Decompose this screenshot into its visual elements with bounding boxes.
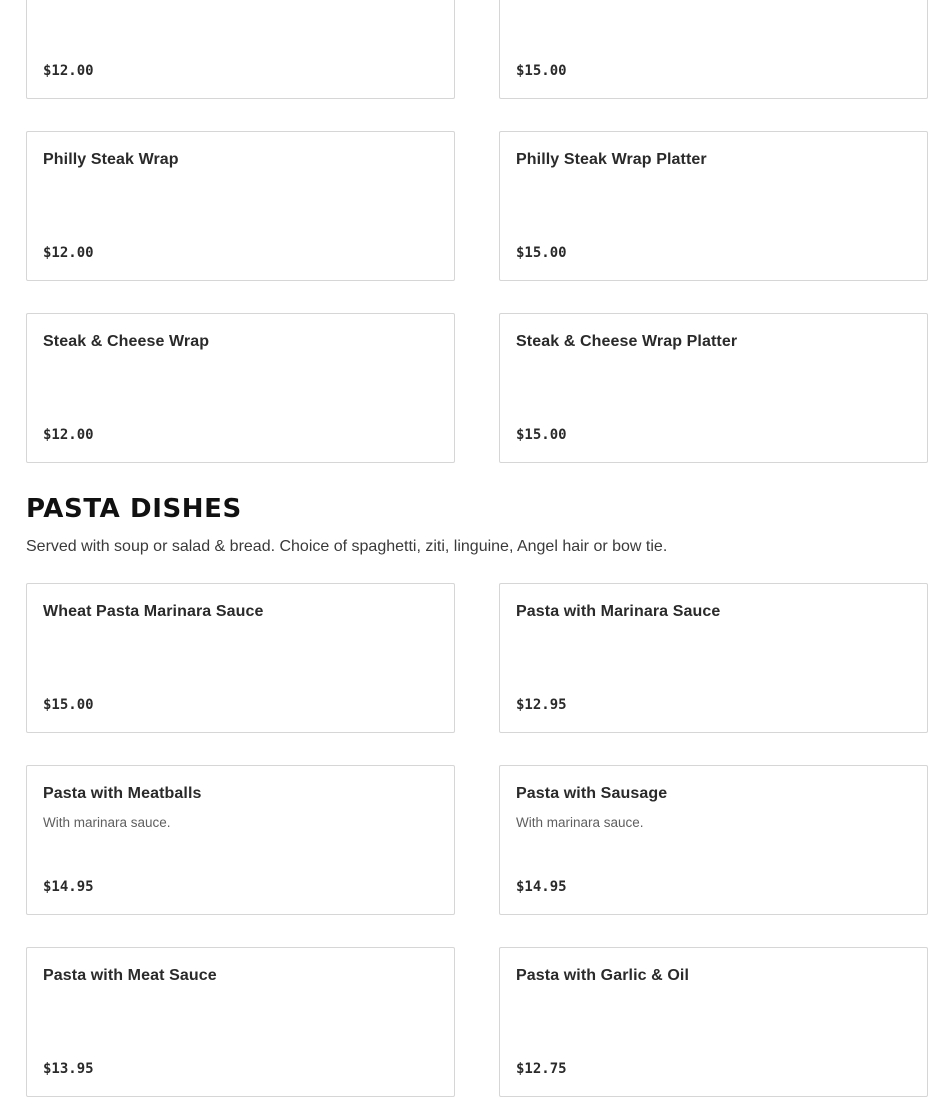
- item-price: $15.00: [516, 427, 567, 443]
- item-name: Pasta with Garlic & Oil: [516, 967, 690, 984]
- item-price: $15.00: [516, 63, 567, 79]
- item-price: $12.00: [43, 427, 94, 443]
- item-price: $14.95: [43, 879, 94, 895]
- item-name: Steak & Cheese Wrap: [43, 333, 210, 350]
- item-name: Pasta with Meatballs: [43, 785, 202, 802]
- menu-item-card[interactable]: [26, 947, 455, 1097]
- item-price: $12.00: [43, 245, 94, 261]
- item-name: Pasta with Marinara Sauce: [516, 603, 721, 620]
- item-price: $15.00: [43, 697, 94, 713]
- item-price: $12.95: [516, 697, 567, 713]
- item-name: Pasta with Meat Sauce: [43, 967, 217, 984]
- menu-item-card[interactable]: [499, 583, 928, 733]
- menu-item-card[interactable]: [26, 0, 455, 99]
- item-name: Philly Steak Wrap Platter: [516, 151, 707, 168]
- item-description: With marinara sauce.: [516, 815, 644, 830]
- menu-item-card[interactable]: [26, 583, 455, 733]
- menu-item-card[interactable]: [499, 313, 928, 463]
- section-description: Served with soup or salad & bread. Choice of spaghetti, ziti, linguine, Angel hair or bow tie.: [26, 538, 668, 555]
- section-title: PASTA DISHES: [26, 494, 242, 524]
- item-name: Wheat Pasta Marinara Sauce: [43, 603, 264, 620]
- menu-item-card[interactable]: [499, 131, 928, 281]
- item-price: $12.75: [516, 1061, 567, 1077]
- item-price: $12.00: [43, 63, 94, 79]
- item-description: With marinara sauce.: [43, 815, 171, 830]
- item-price: $14.95: [516, 879, 567, 895]
- menu-item-card[interactable]: [26, 313, 455, 463]
- menu-item-card[interactable]: [499, 0, 928, 99]
- menu-item-card[interactable]: [26, 131, 455, 281]
- item-name: Philly Steak Wrap: [43, 151, 179, 168]
- menu-item-card[interactable]: [26, 765, 455, 915]
- menu-item-card[interactable]: [499, 947, 928, 1097]
- item-name: Steak & Cheese Wrap Platter: [516, 333, 738, 350]
- item-price: $15.00: [516, 245, 567, 261]
- item-name: Pasta with Sausage: [516, 785, 668, 802]
- menu-item-card[interactable]: [499, 765, 928, 915]
- item-price: $13.95: [43, 1061, 94, 1077]
